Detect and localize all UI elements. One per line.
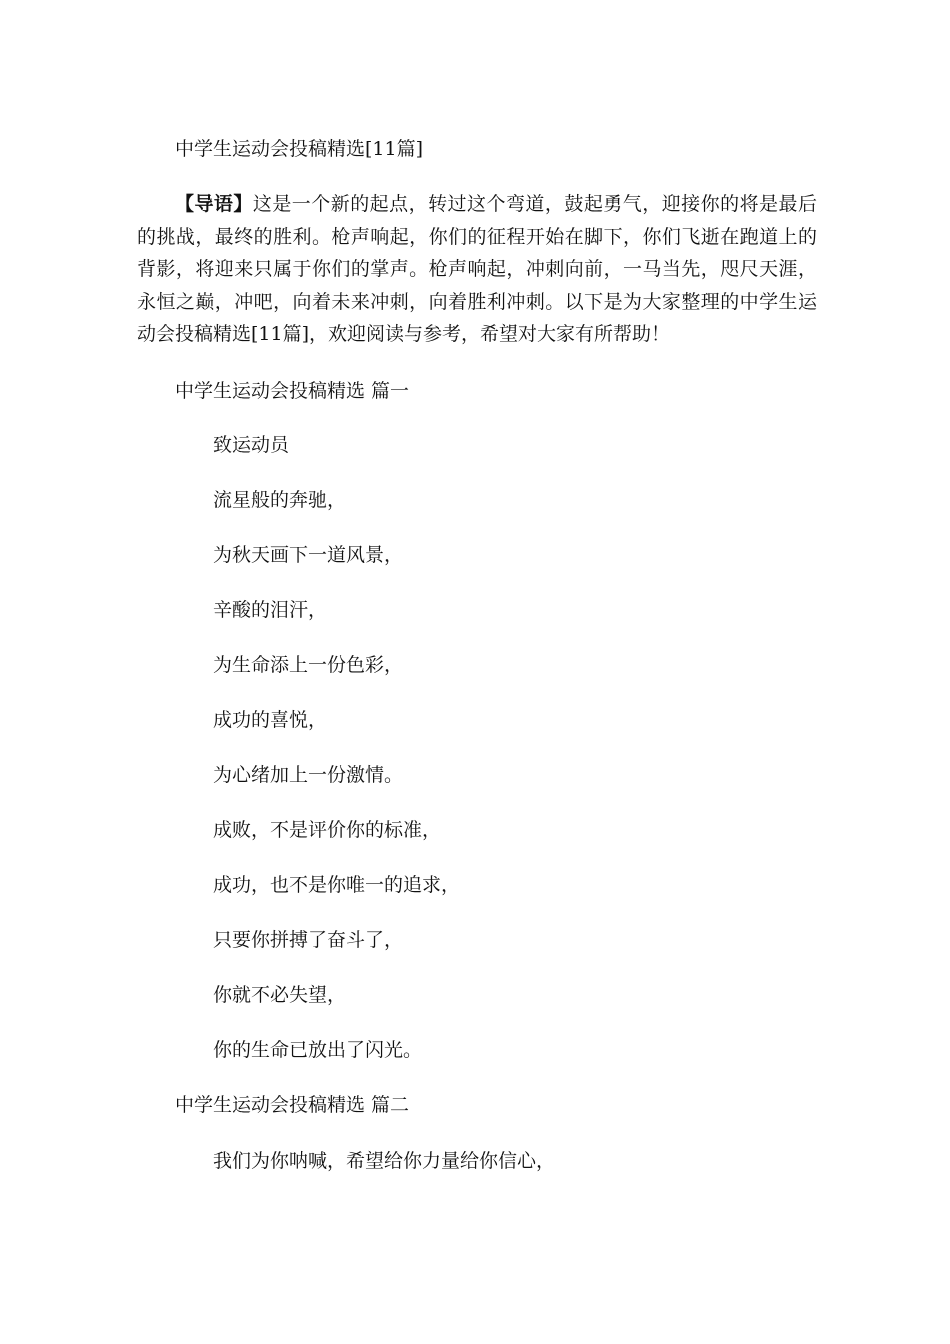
intro-paragraph (137, 188, 817, 351)
section-heading-2: 中学生运动会投稿精选 篇二 (175, 1094, 410, 1116)
poem-line: 你的生命已放出了闪光。 (213, 1039, 423, 1061)
poem-line: 辛酸的泪汗， (213, 599, 328, 621)
poem-line: 成败，不是评价你的标准， (213, 819, 442, 841)
poem-line: 流星般的奔驰， (213, 489, 347, 511)
intro-text: 这是一个新的起点，转过这个弯道，鼓起勇气，迎接你的将是最后的挑战，最终的胜利。枪声响起，你们的征程开始在脚下，你们飞逝在跑道上的背影，将迎来只属于你们的掌声。枪声响起，冲刺向前，一马当先，咫尺天涯，永恒之巅，冲吧，向着未来冲刺，向着胜利冲刺。以下是为大家整理的中学生运动会投稿精选[11篇]，欢迎阅读与参考，希望对大家有所帮助！ (137, 193, 817, 345)
poem-line: 为生命添上一份色彩， (213, 654, 404, 676)
poem-line: 为心绪加上一份激情。 (213, 764, 404, 786)
poem-line: 成功，也不是你唯一的追求， (213, 874, 461, 896)
document-title: 中学生运动会投稿精选[11篇] (175, 138, 424, 160)
section-heading-1: 中学生运动会投稿精选 篇一 (175, 380, 410, 402)
poem-line: 为秋天画下一道风景， (213, 544, 404, 566)
poem-line: 我们为你呐喊，希望给你力量给你信心， (213, 1150, 556, 1172)
intro-lead-label: 【导语】 (175, 193, 253, 215)
poem-line: 你就不必失望， (213, 984, 347, 1006)
poem-line: 成功的喜悦， (213, 709, 328, 731)
poem-title: 致运动员 (213, 434, 290, 456)
poem-line: 只要你拼搏了奋斗了， (213, 929, 404, 951)
